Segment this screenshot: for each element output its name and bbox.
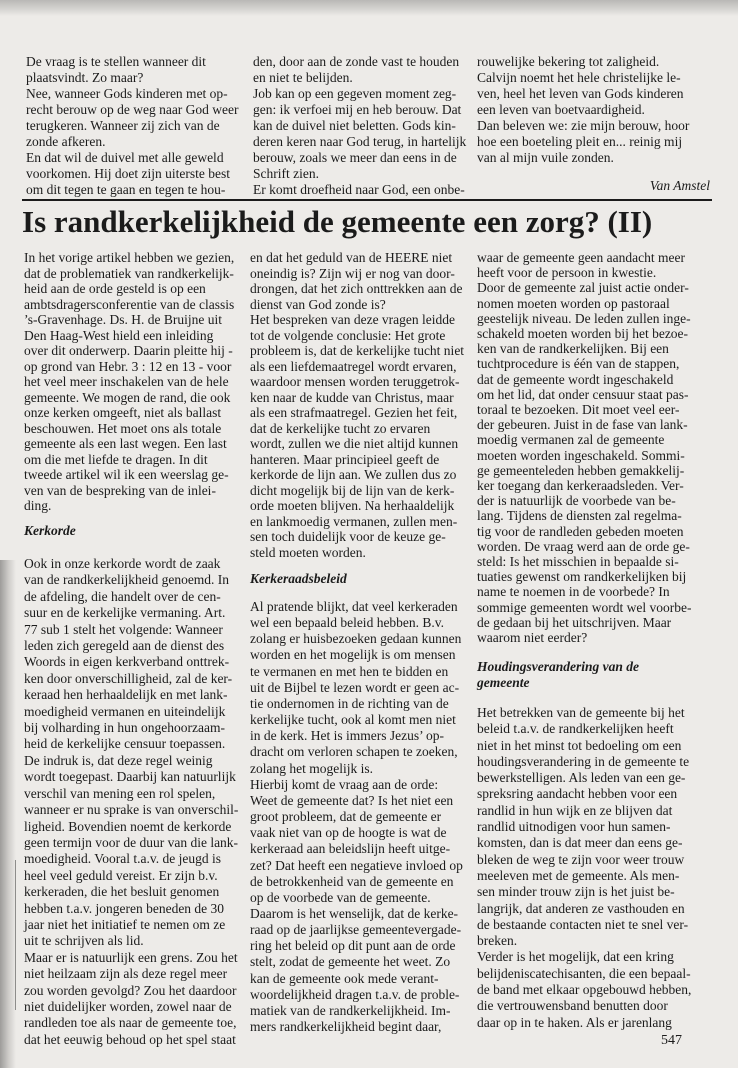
section-divider — [22, 199, 712, 201]
scan-top-edge — [0, 0, 738, 16]
section-kerkeraadsbeleid-text: Al pratende blijkt, dat veel kerkeraden wel een bepaald beleid hebben. B.v. zolang er huisbezoeken gedaan kunnen worden en het mogelijk is om mensen te vermanen en met hen te bidden en uit de Bijbel te lezen wordt er geen ac- tie ondernomen in de richting van de kerkelijke tucht, ook al komt men niet in de kerk. Het is immers Jezus’ op- dracht om verloren schapen te zoeken, zolang het mogelijk is. Hierbij komt de vraag aan de orde: Weet de gemeente dat? Is het niet een groot probleem, dat de gemeente er vaak niet van op de hoogte is wat de kerkeraad aan beleidslijn heeft uitge- zet? Dat heeft een negatieve invloed op de betrokkenheid van de gemeente en op de voorbede van de gemeente. Daarom is het wenselijk, dat de kerke- raad op de jaarlijkse gemeentevergade- ring het beleid op dit punt aan de orde stelt, zodat de gemeente het weet. Zo kan de gemeente ook mede verant- woordelijkheid dragen t.a.v. de proble- matiek van de randkerkelijkheid. Im- mers randkerkelijkheid begint daar, — [250, 599, 463, 1035]
scan-left-mark — [15, 860, 16, 1010]
scan-left-edge — [0, 560, 16, 1068]
subheading-kerkorde: Kerkorde — [24, 523, 76, 538]
previous-article-column-1: De vraag is te stellen wanneer dit plaatsvindt. Zo maar? Nee, wanneer Gods kinderen met op- recht berouw op de weg naar God weer terugkeren. Wanneer zij zich van de zonde afkeren. En dat wil de duivel met alle geweld voorkomen. Hij doet zijn uiterste best om dit tegen te gaan en tegen te hou- — [26, 54, 239, 197]
subheading-houdingsverandering: Houdingsverandering van de gemeente — [477, 659, 640, 690]
section-kerkorde-text: Ook in onze kerkorde wordt de zaak van de randkerkelijkheid genoemd. In de afdeling, die handelt over de cen- suur en de kerkelijke vermaning. Art. 77 sub 1 stelt het volgende: Wanneer leden zich geregeld aan de dienst des Woords in eigen kerkverband onttrek- ken door onverschilligheid, zal de ker- keraad hen herhaaldelijk en met lank- moedigheid vermanen en uiteindelijk bij volharding in hun ongehoorzaam- heid de kerkelijke censuur toepassen. De indruk is, dat deze regel weinig wordt toegepast. Daarbij kan natuurlijk verschil van mening een rol spelen, wanneer er nu sprake is van onverschil- ligheid. Bovendien noemt de kerkorde geen termijn voor de duur van die lank- moedigheid. Vooral t.a.v. de jeugd is heel veel geduld vereist. Er zijn b.v. kerkeraden, die het besluit genomen hebben t.a.v. jongeren beneden de 30 jaar niet het initiatief te nemen om ze uit te schrijven als lid. Maar er is natuurlijk een grens. Zou het niet heilzaam zijn als deze regel meer zou worden gevolgd? Zou het daardoor niet duidelijker worden, zowel naar de randleden toe als naar de gemeente toe, dat het eeuwig behoud op het spel staat — [24, 556, 239, 1047]
previous-article-column-3: rouwelijke bekering tot zaligheid. Calvijn noemt het hele christelijke le- ven, heel het leven van Gods kinderen een leven van boetvaardigheid. Dan beleven we: zie mijn berouw, hoor hoe een boeteling pleit en... reinig mij van al mijn vuile zonden. — [477, 54, 690, 165]
section-houdingsverandering-text: Het betrekken van de gemeente bij het beleid t.a.v. de randkerkelijken heeft niet in het minst tot bedoeling om een houdingsverandering in de gemeente te bewerkstelligen. Als leden van een ge- spreksring aandacht hebben voor een randlid in hun wijk en ze blijven dat randlid uitnodigen voor hun samen- komsten, dan is dat meer dan eens ge- bleken de weg te zijn voor weer trouw meeleven met de gemeente. Als men- sen minder trouw zijn is het juist be- langrijk, dat anderen ze vasthouden en de bestaande contacten niet te snel ver- breken. Verder is het mogelijk, dat een kring belijdeniscatechisanten, die een bepaal- de band met elkaar opgebouwd hebben, die vertrouwensband benutten door daar op in te haken. Als er jarenlang — [477, 705, 692, 1030]
column-3-continuation: waar de gemeente geen aandacht meer heeft voor de persoon in kwestie. Door de gemeente zal juist actie onder- nomen moeten worden op pastoraal geestelijk niveau. De leden zullen inge- schakeld moeten worden bij het bezoe- ken van de randkerkelijken. Bij een tuchtprocedure is één van de stappen, dat de gemeente wordt ingeschakeld om het lid, dat onder censuur staat pas- toraal te bezoeken. Dit moet veel eer- der gebeuren. Juist in de fase van lank- moedig vermanen zal de gemeente moeten worden ingeschakeld. Sommi- ge gemeenteleden hebben gemakkelij- ker toegang dan kerkeraadsleden. Ver- der is natuurlijk de voorbede van be- lang. Tijdens de diensten zal regelma- tig voor de randleden gebeden moeten worden. De vraag werd aan de orde ge- steld: Is het misschien in bepaalde si- tuaties gewenst om randkerkelijken bij name te noemen in de voorbede? In sommige gemeenten wordt wel voorbe- de gedaan bij het uitschrijven. Maar waarom niet eerder? — [477, 250, 692, 646]
previous-article-author: Van Amstel — [649, 178, 710, 193]
subheading-kerkeraadsbeleid: Kerkeraadsbeleid — [250, 571, 347, 586]
column-2-continuation: en dat het geduld van de HEERE niet oneindig is? Zijn wij er nog van door- drongen, dat het zich onttrekken aan de dienst van God zonde is? Het bespreken van deze vragen leidde tot de volgende conclusie: Het grote probleem is, dat de kerkelijke tucht niet als een liefdemaatregel wordt ervaren, waardoor mensen worden teruggetrok- ken naar de kudde van Christus, maar als een strafmaatregel. Gezien het feit, dat de kerkelijke tucht zo ervaren wordt, zullen we die niet altijd kunnen hanteren. Maar principieel geeft de kerkorde de lijn aan. We zullen dus zo dicht mogelijk bij de lijn van de kerk- orde moeten blijven. Na herhaaldelijk en lankmoedig vermanen, zullen men- sen toch duidelijk voor de keuze ge- steld moeten worden. — [250, 250, 465, 560]
article-intro: In het vorige artikel hebben we gezien, dat de problematiek van randkerkelijk- heid aan de orde gesteld is op een ambtsdragersconferentie van de classis ’s-Gravenhage. Ds. H. de Bruijne uit Den Haag-West hield een inleiding over dit onderwerp. Daarin pleitte hij - op grond van Hebr. 3 : 12 en 13 - voor het veel meer inschakelen van de hele gemeente. We mogen de rand, die ook onze kerken omgeeft, niet als ballast beschouwen. Het moet ons als totale gemeente als een last wegen. Een last om die met liefde te dragen. In dit tweede artikel wil ik een weerslag ge- ven van de bespreking van de inlei- ding. — [24, 250, 235, 513]
previous-article-column-2: den, door aan de zonde vast te houden en niet te belijden. Job kan op een gegeven moment zeg- gen: ik verfoei mij en heb berouw. Dat kan de duivel niet beletten. Gods kin- deren keren naar God terug, in hartelijk berouw, zoals we meer dan eens in de Schrift zien. Er komt droefheid naar God, een onbe- — [253, 54, 467, 197]
page-number: 547 — [661, 1033, 682, 1048]
article-title: Is randkerkelijkheid de gemeente een zorg? (II) — [22, 204, 653, 239]
